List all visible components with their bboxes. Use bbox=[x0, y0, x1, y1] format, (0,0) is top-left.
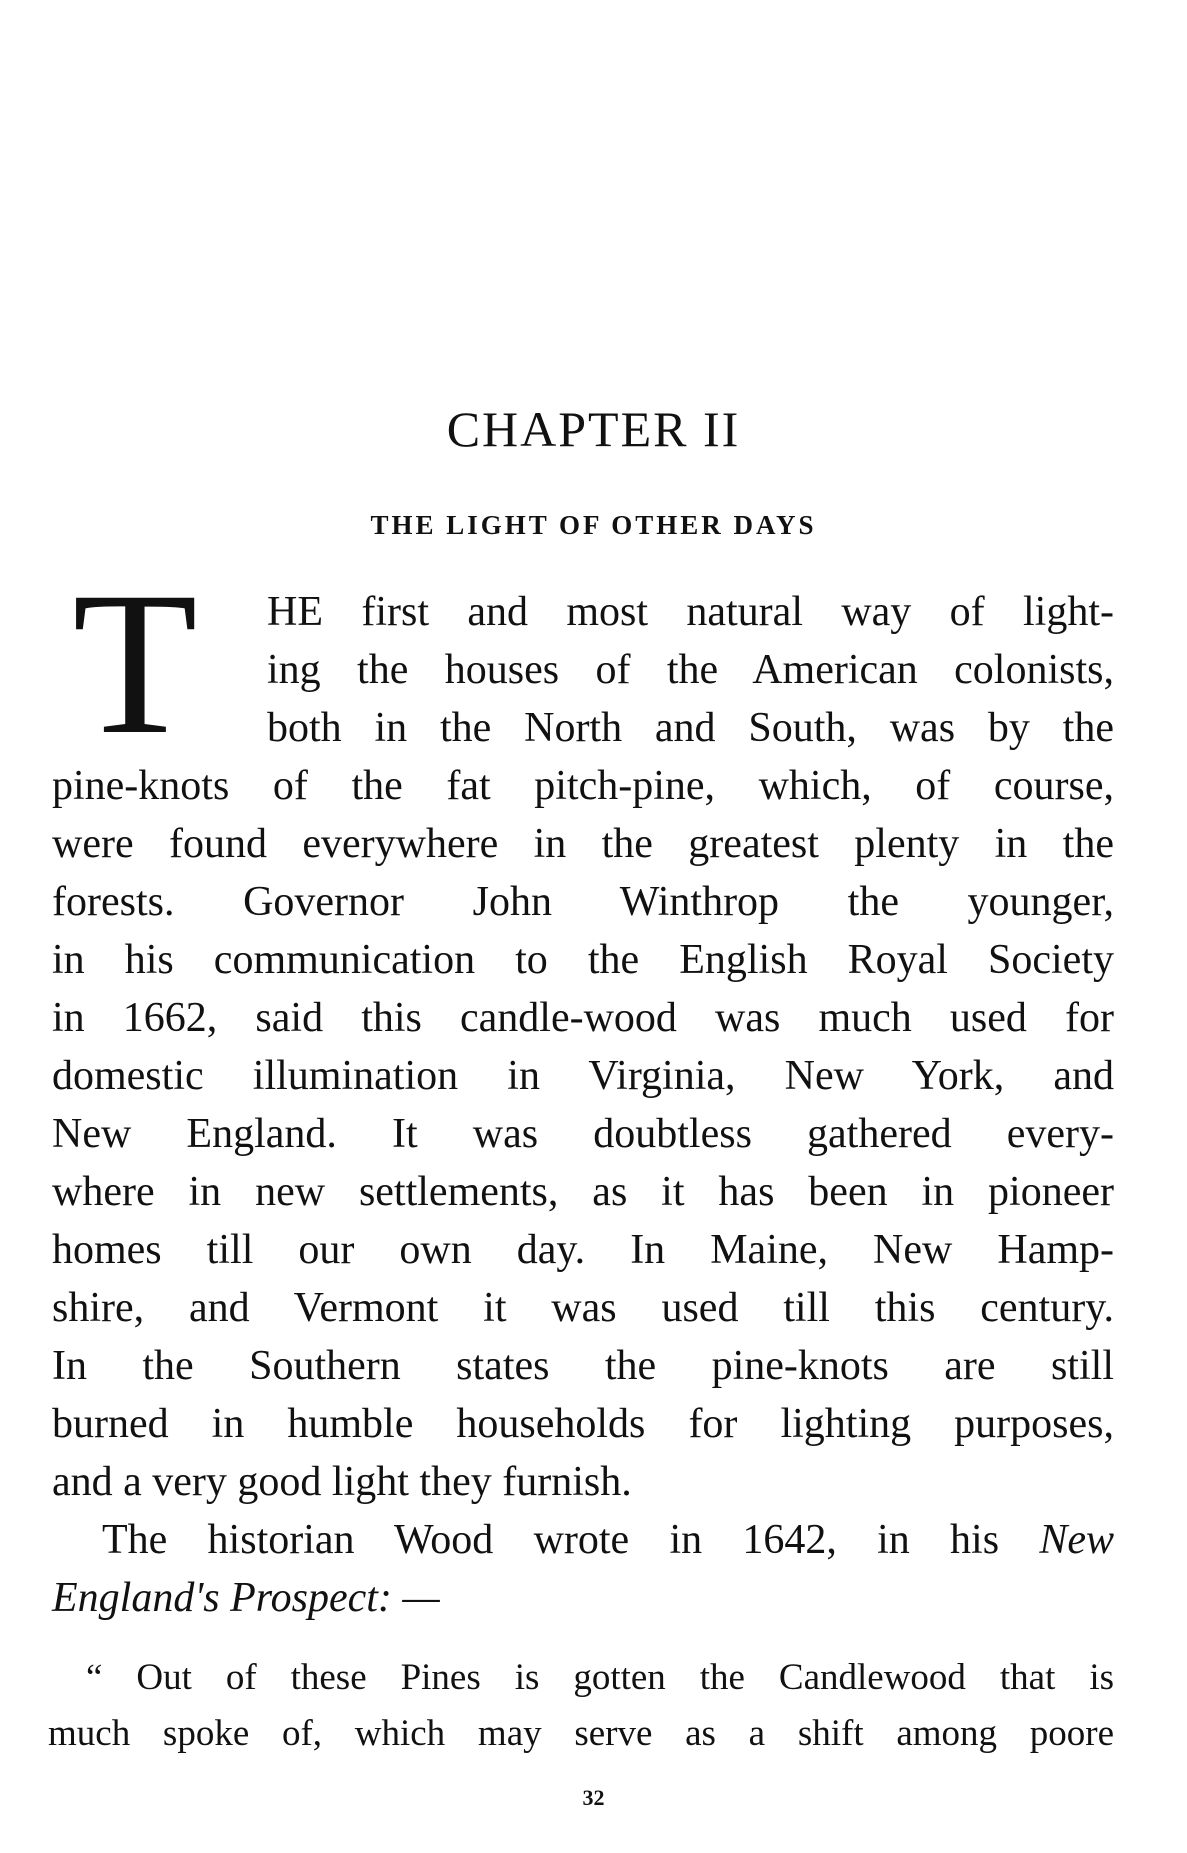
text-line: homes till our own day. In Maine, New Hamp- bbox=[52, 1227, 1114, 1273]
text-line: In the Southern states the pine-knots are still bbox=[52, 1343, 1114, 1389]
text-line: shire, and Vermont it was used till this century. bbox=[52, 1285, 1114, 1331]
text-line: New England. It was doubtless gathered every- bbox=[52, 1111, 1114, 1157]
text-line: pine-knots of the fat pitch-pine, which, of course, bbox=[52, 763, 1114, 809]
paragraph2-line1 bbox=[52, 1511, 1114, 1569]
quote-line: much spoke of, which may serve as a shift among poore bbox=[48, 1713, 1114, 1754]
book-title-part1: New bbox=[1039, 1517, 1115, 1563]
block-quote bbox=[48, 1650, 1114, 1762]
paragraph2-line2 bbox=[52, 1569, 1114, 1627]
text-line: domestic illumination in Virginia, New York, and bbox=[52, 1053, 1114, 1099]
drop-cap: T bbox=[72, 550, 198, 777]
text-line: HE first and most natural way of light- bbox=[267, 589, 1114, 635]
text-line: in 1662, said this candle-wood was much used for bbox=[52, 995, 1114, 1041]
body-text bbox=[52, 583, 1114, 1627]
quote-line: “ Out of these Pines is gotten the Candlewood that is bbox=[86, 1657, 1114, 1698]
text-line: ing the houses of the American colonists, bbox=[267, 647, 1114, 693]
text-line: in his communication to the English Royal Society bbox=[52, 937, 1114, 983]
text-line: both in the North and South, was by the bbox=[267, 705, 1114, 751]
text-line: burned in humble households for lighting purposes, bbox=[52, 1401, 1114, 1447]
chapter-subtitle: THE LIGHT OF OTHER DAYS bbox=[370, 510, 817, 540]
paragraph2-text: The historian Wood wrote in 1642, in his bbox=[102, 1517, 1000, 1563]
text-line: where in new settlements, as it has been in pioneer bbox=[52, 1169, 1114, 1215]
chapter-title: CHAPTER II bbox=[446, 401, 741, 457]
text-line: were found everywhere in the greatest plenty in the bbox=[52, 821, 1114, 867]
text-line: forests. Governor John Winthrop the younger, bbox=[52, 879, 1114, 925]
book-title-part2: England's Prospect bbox=[52, 1575, 378, 1621]
paragraph2-suffix: : — bbox=[377, 1575, 440, 1621]
text-line: and a very good light they furnish. bbox=[52, 1459, 632, 1505]
page-number: 32 bbox=[582, 1785, 605, 1810]
